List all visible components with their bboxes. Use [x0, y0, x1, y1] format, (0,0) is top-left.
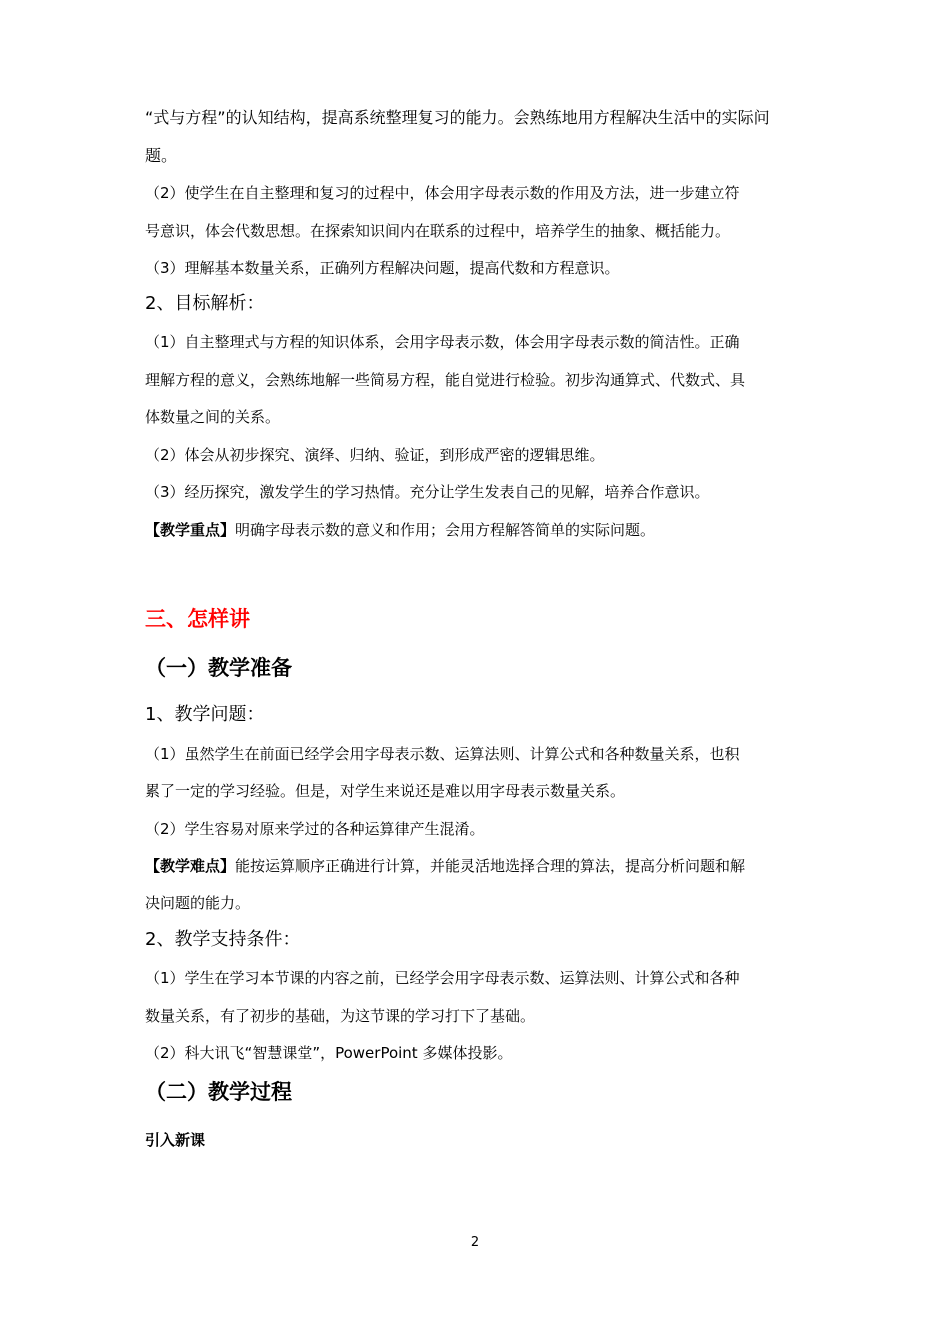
paragraph-line: 理解方程的意义，会熟练地解一些简易方程，能自觉进行检验。初步沟通算式、代数式、具 — [145, 371, 746, 389]
subsection-heading: 2、教学支持条件： — [145, 929, 301, 950]
paragraph-line: 题。 — [145, 146, 178, 165]
key-point-label: 【教学重点】 — [145, 521, 236, 539]
page-number: 2 — [470, 1235, 480, 1250]
intro-title: 引入新课 — [145, 1131, 206, 1149]
key-point-text: 明确字母表示数的意义和作用；会用方程解答简单的实际问题。 — [235, 521, 656, 539]
paragraph-line: （3）经历探究，激发学生的学习热情。充分让学生发表自己的见解，培养合作意识。 — [145, 483, 710, 501]
paragraph-line: （2）使学生在自主整理和复习的过程中，体会用字母表示数的作用及方法，进一步建立符 — [145, 184, 740, 202]
subsection-heading: 1、教学问题： — [145, 704, 265, 725]
difficulty-line — [145, 854, 825, 878]
paragraph-line: （1）学生在学习本节课的内容之前，已经学会用字母表示数、运算法则、计算公式和各种 — [145, 969, 740, 987]
subsection-heading: 2、目标解析： — [145, 293, 265, 314]
paragraph-line: （3）理解基本数量关系，正确列方程解决问题，提高代数和方程意识。 — [145, 259, 620, 277]
paragraph-line: 体数量之间的关系。 — [145, 408, 281, 426]
subsection-title: （二）教学过程 — [145, 1080, 292, 1104]
paragraph-line: “式与方程”的认知结构，提高系统整理复习的能力。会熟练地用方程解决生活中的实际问 — [145, 108, 770, 127]
paragraph-line: （1）虽然学生在前面已经学会用字母表示数、运算法则、计算公式和各种数量关系，也积 — [145, 745, 740, 763]
difficulty-text: 能按运算顺序正确进行计算，并能灵活地选择合理的算法，提高分析问题和解 — [235, 857, 746, 875]
paragraph-line: （2）科大讯飞“智慧课堂”，PowerPoint 多媒体投影。 — [145, 1044, 513, 1062]
difficulty-label: 【教学难点】 — [145, 857, 236, 875]
paragraph-line: 数量关系，有了初步的基础，为这节课的学习打下了基础。 — [145, 1007, 536, 1025]
paragraph-line: 号意识，体会代数思想。在探索知识间内在联系的过程中，培养学生的抽象、概括能力。 — [145, 222, 731, 240]
paragraph-line: （2）学生容易对原来学过的各种运算律产生混淆。 — [145, 820, 485, 838]
subsection-title: （一）教学准备 — [145, 656, 292, 680]
paragraph-line: （1）自主整理式与方程的知识体系，会用字母表示数，体会用字母表示数的简洁性。正确 — [145, 333, 740, 351]
paragraph-line: 决问题的能力。 — [145, 894, 251, 912]
key-point-line — [145, 518, 825, 542]
section-title: 三、怎样讲 — [145, 607, 250, 631]
paragraph-line: （2）体会从初步探究、演绎、归纳、验证，到形成严密的逻辑思维。 — [145, 446, 605, 464]
paragraph-line: 累了一定的学习经验。但是，对学生来说还是难以用字母表示数量关系。 — [145, 782, 626, 800]
